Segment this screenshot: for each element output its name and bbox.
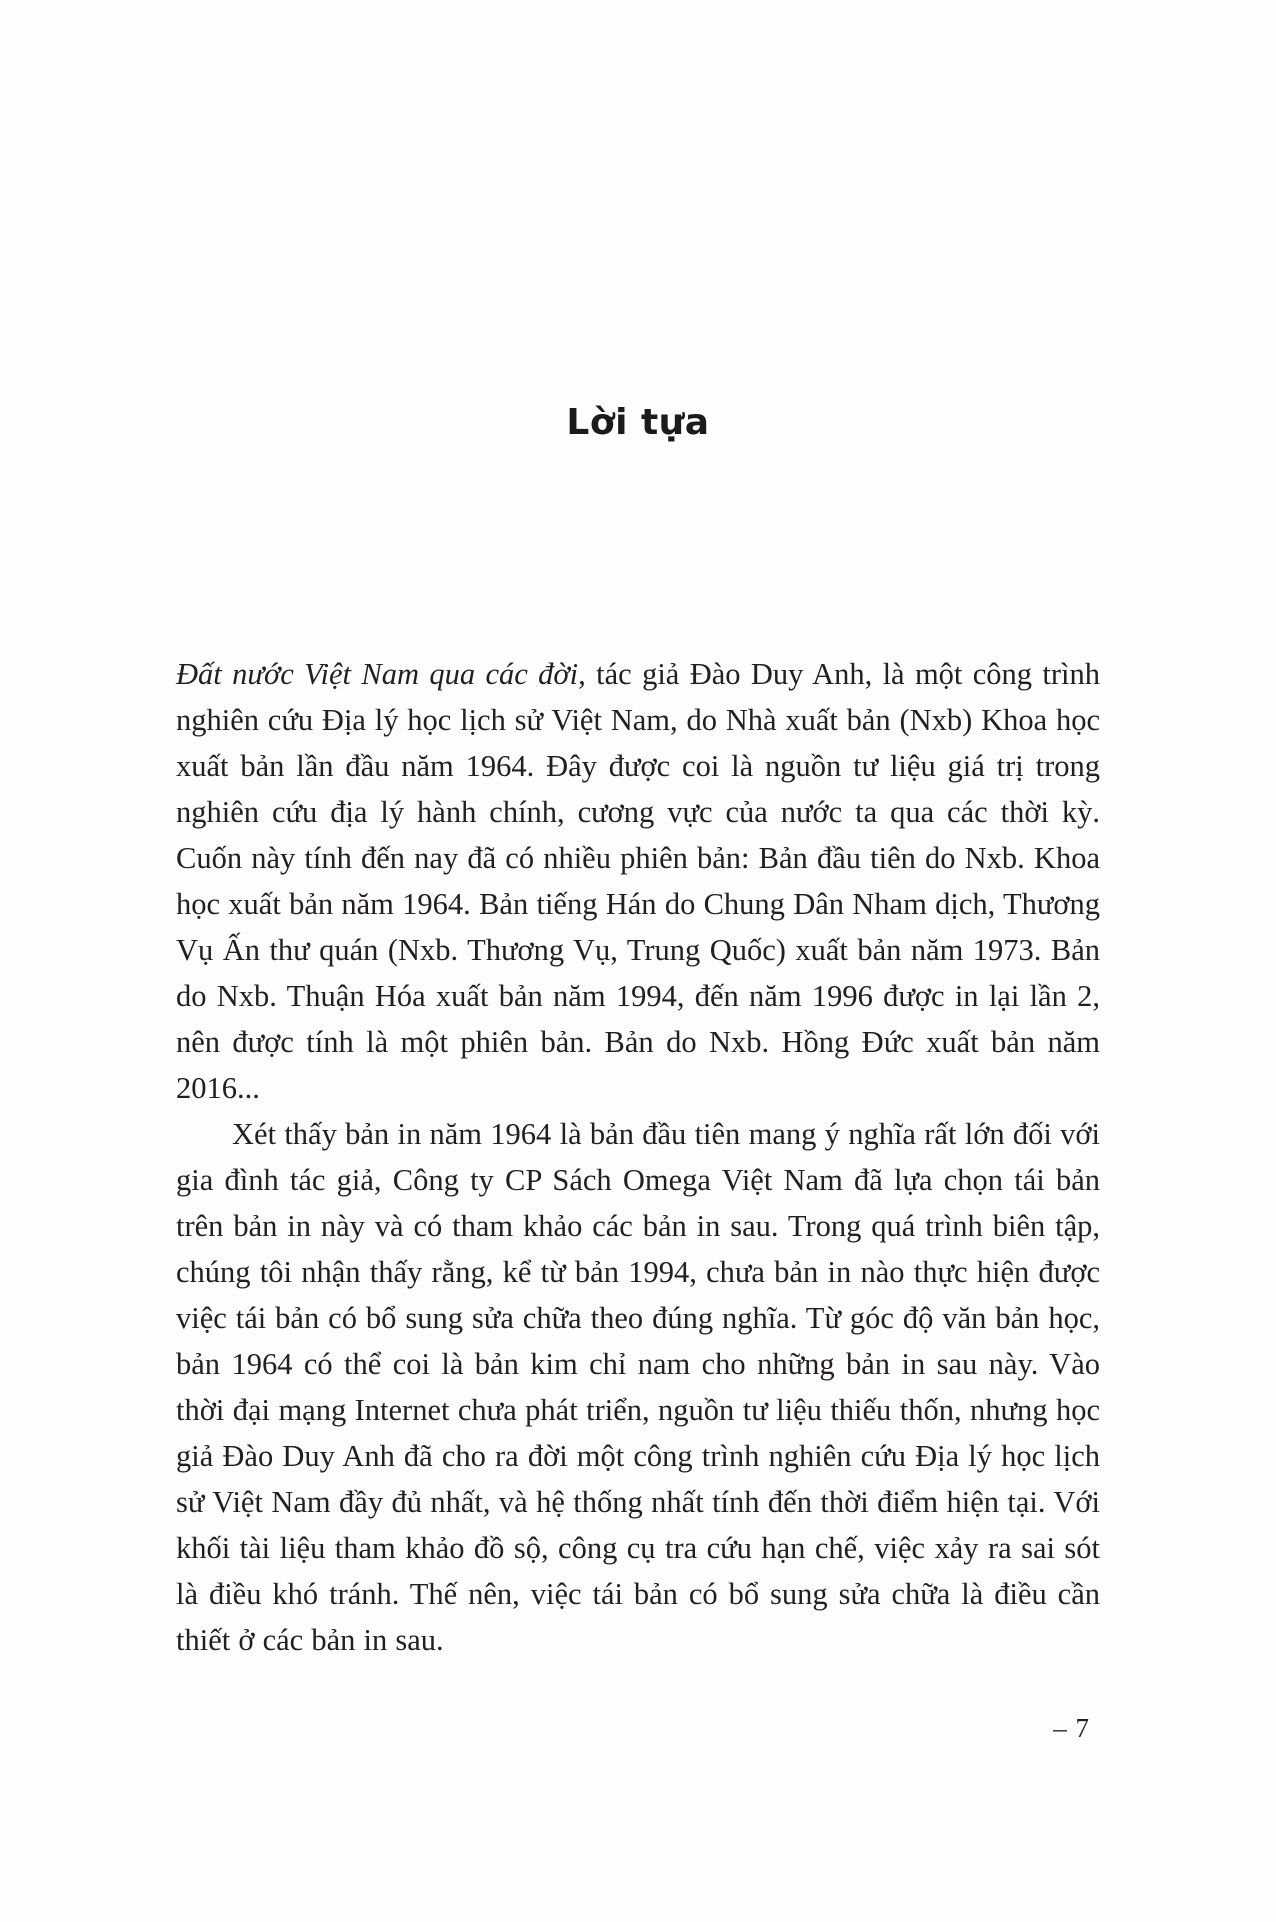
- page-number: – 7: [1053, 1713, 1090, 1743]
- paragraph-1-text: tác giả Đào Duy Anh, là một công trình nghiên cứu Địa lý học lịch sử Việt Nam, do Nhà xuất bản (Nxb) Khoa học xuất bản lần đầu năm 1964. Đây được coi là nguồn tư liệu giá trị trong nghiên cứu địa lý hành chính, cương vực của nước ta qua các thời kỳ. Cuốn này tính đến nay đã có nhiều phiên bản: Bản đầu tiên do Nxb. Khoa học xuất bản năm 1964. Bản tiếng Hán do Chung Dân Nham dịch, Thương Vụ Ấn thư quán (Nxb. Thương Vụ, Trung Quốc) xuất bản năm 1973. Bản do Nxb. Thuận Hóa xuất bản năm 1994, đến năm 1996 được in lại lần 2, nên được tính là một phiên bản. Bản do Nxb. Hồng Đức xuất bản năm 2016...: [176, 657, 1101, 1105]
- book-title-italic: Đất nước Việt Nam qua các đời,: [176, 657, 586, 691]
- page-title: Lời tựa: [566, 402, 710, 443]
- paragraph-1: [176, 443, 1100, 1111]
- paragraph-2: [176, 1111, 1100, 1663]
- page-content: [176, 0, 1100, 1922]
- paragraph-2-text: Xét thấy bản in năm 1964 là bản đầu tiên mang ý nghĩa rất lớn đối với gia đình tác giả, Công ty CP Sách Omega Việt Nam đã lựa chọn tái bản trên bản in này và có tham khảo các bản in sau. Trong quá trình biên tập, chúng tôi nhận thấy rằng, kể từ bản 1994, chưa bản in nào thực hiện được việc tái bản có bổ sung sửa chữa theo đúng nghĩa. Từ góc độ văn bản học, bản 1964 có thể coi là bản kim chỉ nam cho những bản in sau này. Vào thời đại mạng Internet chưa phát triển, nguồn tư liệu thiếu thốn, nhưng học giả Đào Duy Anh đã cho ra đời một công trình nghiên cứu Địa lý học lịch sử Việt Nam đầy đủ nhất, và hệ thống nhất tính đến thời điểm hiện tại. Với khối tài liệu tham khảo đồ sộ, công cụ tra cứu hạn chế, việc xảy ra sai sót là điều khó tránh. Thế nên, việc tái bản có bổ sung sửa chữa là điều cần thiết ở các bản in sau.: [176, 1117, 1100, 1657]
